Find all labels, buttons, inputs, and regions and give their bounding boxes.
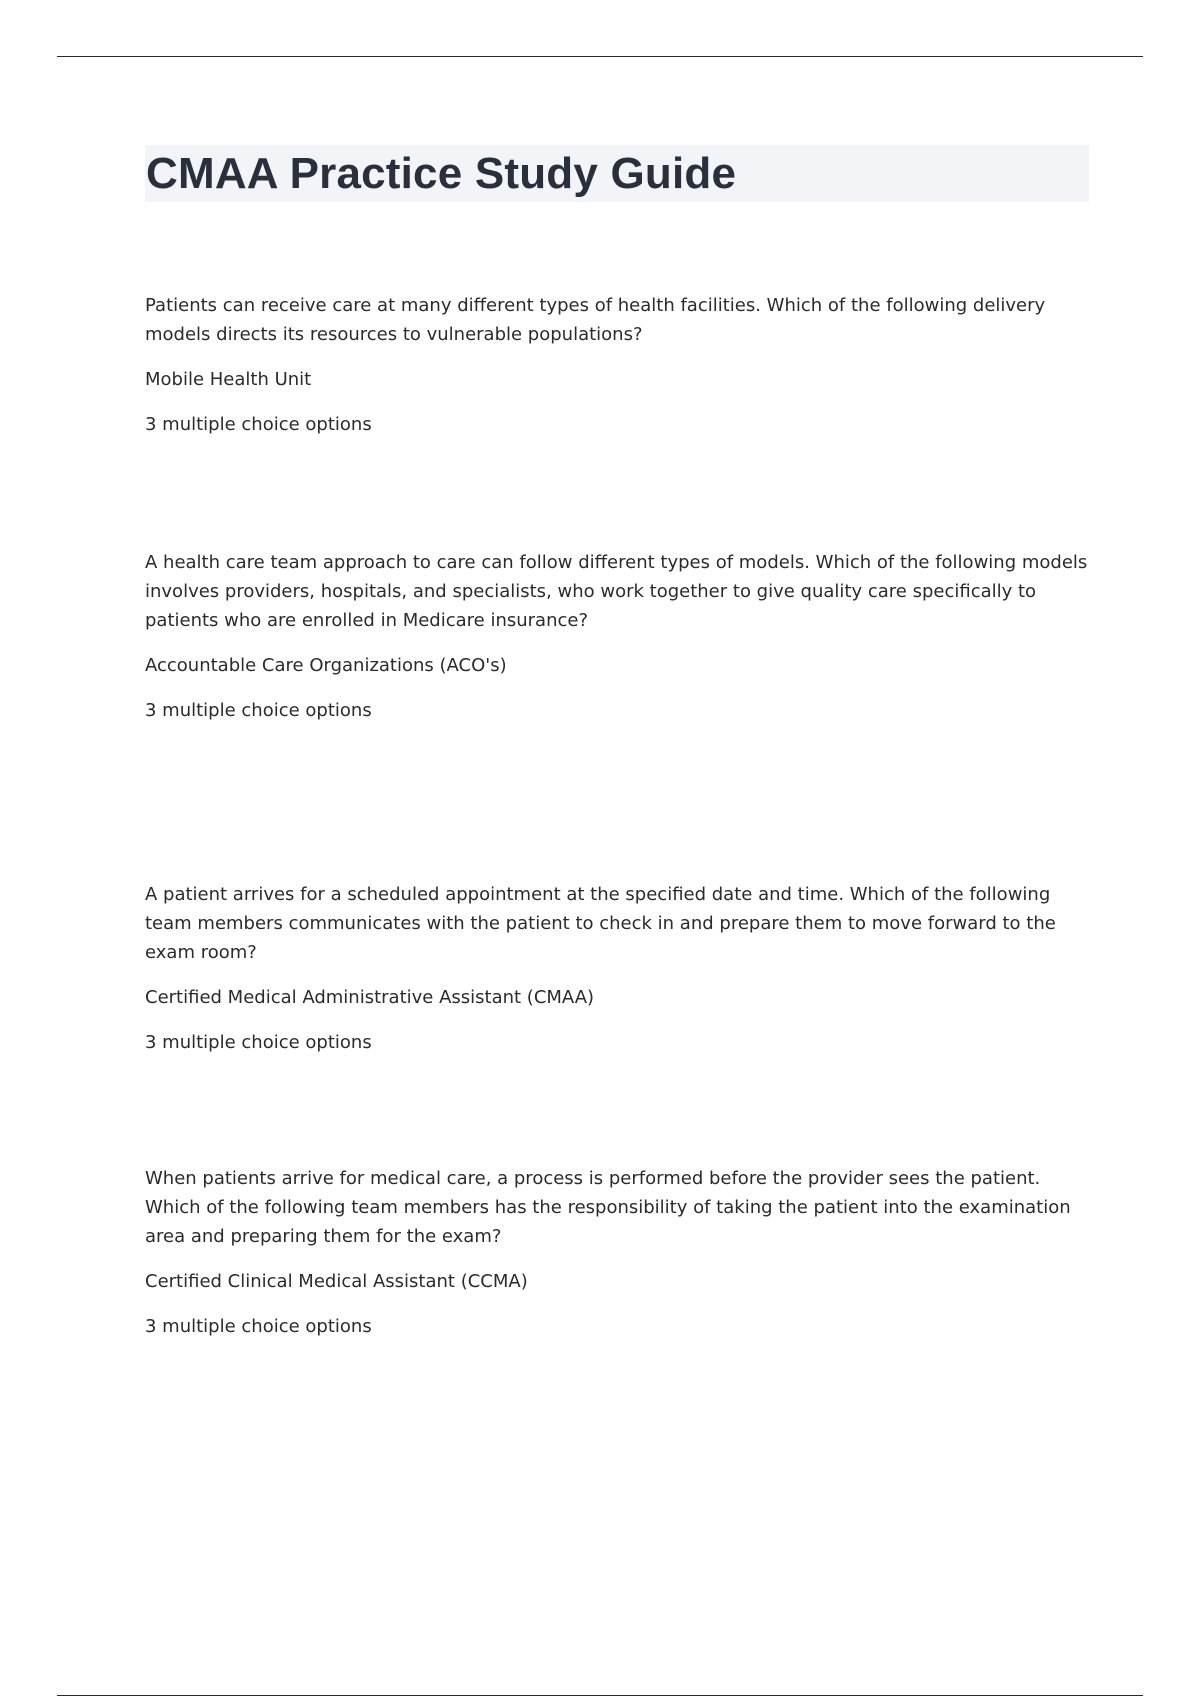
options-note: 3 multiple choice options xyxy=(145,414,372,435)
answer-text: Mobile Health Unit xyxy=(145,369,312,390)
question-text: A patient arrives for a scheduled appointment at the specified date and time. Which of the following team members communicates with the patient to check in and prepare them to move forward to the exam room? xyxy=(145,884,1056,963)
question-card xyxy=(145,880,1089,1057)
question-card xyxy=(145,1164,1089,1341)
page-title: CMAA Practice Study Guide xyxy=(146,149,737,198)
answer-text: Certified Clinical Medical Assistant (CCMA) xyxy=(145,1271,528,1292)
question-card xyxy=(145,548,1089,725)
bottom-divider xyxy=(57,1695,1143,1696)
top-divider xyxy=(57,56,1143,57)
options-note: 3 multiple choice options xyxy=(145,700,372,721)
question-text: A health care team approach to care can follow different types of models. Which of the following models involves providers, hospitals, and specialists, who work together to give quality care specifically to patients who are enrolled in Medicare insurance? xyxy=(145,552,1088,631)
options-note: 3 multiple choice options xyxy=(145,1316,372,1337)
question-text: When patients arrive for medical care, a process is performed before the provider sees the patient. Which of the following team members has the responsibility of taking the patient into the examination area and preparing them for the exam? xyxy=(145,1168,1071,1247)
question-card xyxy=(145,291,1089,439)
question-text: Patients can receive care at many different types of health facilities. Which of the following delivery models directs its resources to vulnerable populations? xyxy=(145,295,1046,345)
options-note: 3 multiple choice options xyxy=(145,1032,372,1053)
answer-text: Accountable Care Organizations (ACO's) xyxy=(145,655,507,676)
answer-text: Certified Medical Administrative Assistant (CMAA) xyxy=(145,987,595,1008)
